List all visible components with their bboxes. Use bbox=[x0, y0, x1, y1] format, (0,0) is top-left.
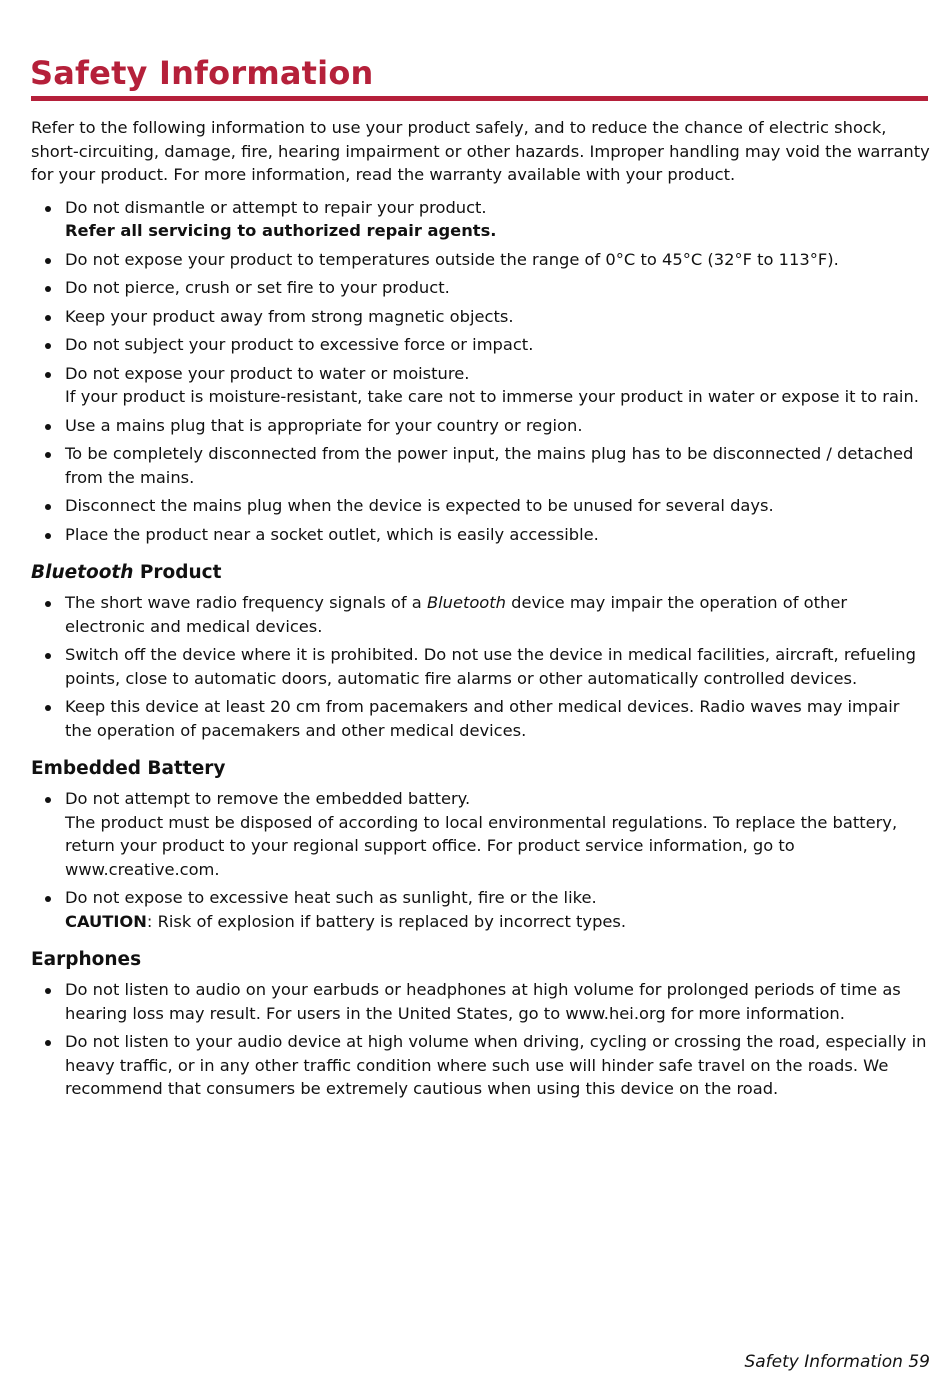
list-item bbox=[31, 333, 931, 357]
list-item-text: Do not listen to your audio device at high volume when driving, cycling or crossing the road, especially in heavy traffic, or in any other traffic condition where such use will hinder safe travel on the roads. We recommend that consumers be extremely cautious when using this device on the road. bbox=[65, 1032, 927, 1098]
heading-rest-part: Product bbox=[133, 562, 222, 583]
bullet-icon bbox=[45, 988, 51, 994]
page-title: Safety Information bbox=[30, 54, 374, 92]
list-item bbox=[31, 442, 931, 489]
list-item bbox=[31, 362, 931, 409]
list-item-subtext: The product must be disposed of according to local environmental regulations. To replace the battery, return your product to your regional support office. For product service information, go to www.creative.com. bbox=[65, 812, 898, 879]
list-item-text: Do not listen to audio on your earbuds or headphones at high volume for prolonged periods of time as hearing loss may result. For users in the United States, go to www.hei.org for more information. bbox=[65, 980, 901, 1023]
bullet-icon bbox=[45, 343, 51, 349]
battery-list bbox=[31, 787, 931, 933]
caution-note bbox=[65, 910, 931, 934]
bullet-icon bbox=[45, 372, 51, 378]
list-item-text: device may impair the operation of other electronic and medical devices. bbox=[65, 593, 848, 636]
title-underline bbox=[31, 96, 928, 101]
list-item-text: Do not pierce, crush or set fire to your product. bbox=[65, 278, 450, 297]
list-item-text: Do not expose to excessive heat such as sunlight, fire or the like. bbox=[65, 888, 597, 907]
bullet-icon bbox=[45, 286, 51, 292]
list-item bbox=[31, 978, 931, 1025]
list-item-text: Do not attempt to remove the embedded battery. bbox=[65, 789, 471, 808]
bullet-icon bbox=[45, 601, 51, 607]
section-heading-bluetooth bbox=[31, 562, 931, 583]
list-item-text: Switch off the device where it is prohibited. Do not use the device in medical facilities, aircraft, refueling points, close to automatic doors, automatic fire alarms or other automatically controlled devices. bbox=[65, 645, 916, 688]
section-heading-earphones: Earphones bbox=[31, 949, 142, 970]
list-item bbox=[31, 523, 931, 547]
heading-italic-part: Bluetooth bbox=[31, 562, 134, 583]
bullet-icon bbox=[45, 533, 51, 539]
list-item-text: Disconnect the mains plug when the device is expected to be unused for several days. bbox=[65, 496, 774, 515]
list-item bbox=[31, 695, 931, 742]
intro-paragraph: Refer to the following information to use your product safely, and to reduce the chance of electric shock, short-circuiting, damage, fire, hearing impairment or other hazards. Improper handling may void the warranty for your product. For more information, read the warranty available with your product. bbox=[31, 118, 930, 184]
list-item-text: Use a mains plug that is appropriate for your country or region. bbox=[65, 415, 583, 435]
list-item-text: The short wave radio frequency signals of a bbox=[65, 593, 427, 612]
bullet-icon bbox=[45, 315, 51, 321]
list-item bbox=[31, 414, 931, 438]
bullet-icon bbox=[45, 653, 51, 659]
bullet-icon bbox=[45, 705, 51, 711]
list-item bbox=[31, 1030, 931, 1101]
bullet-icon bbox=[45, 206, 51, 212]
bullet-icon bbox=[45, 258, 51, 264]
list-item bbox=[31, 591, 931, 638]
list-item bbox=[31, 643, 931, 690]
bluetooth-list bbox=[31, 591, 931, 742]
list-item-text: Do not expose your product to temperatures outside the range of 0°C to 45°C (32°F to 113°F). bbox=[65, 249, 839, 269]
list-item bbox=[31, 494, 931, 518]
list-item-bold-note: Refer all servicing to authorized repair agents. bbox=[65, 221, 497, 240]
list-item bbox=[31, 276, 931, 300]
list-item bbox=[31, 787, 931, 881]
list-item bbox=[31, 196, 931, 243]
list-item bbox=[31, 886, 931, 933]
list-item-text: Place the product near a socket outlet, which is easily accessible. bbox=[65, 524, 599, 544]
section-heading-battery: Embedded Battery bbox=[31, 758, 226, 779]
list-item-text: Keep your product away from strong magnetic objects. bbox=[65, 306, 514, 326]
caution-text: : Risk of explosion if battery is replaced by incorrect types. bbox=[146, 911, 627, 931]
bullet-icon bbox=[45, 896, 51, 902]
list-item-text: Do not dismantle or attempt to repair your product. bbox=[65, 197, 487, 217]
bullet-icon bbox=[45, 424, 51, 430]
bullet-icon bbox=[45, 797, 51, 803]
earphones-list bbox=[31, 978, 931, 1101]
list-item-text: Do not expose your product to water or moisture. bbox=[65, 363, 470, 383]
list-item-text: Do not subject your product to excessive force or impact. bbox=[65, 335, 534, 354]
list-item-text: Keep this device at least 20 cm from pacemakers and other medical devices. Radio waves may impair the operation of pacemakers and other medical devices. bbox=[65, 697, 900, 740]
list-item-subtext: If your product is moisture-resistant, take care not to immerse your product in water or expose it to rain. bbox=[65, 387, 919, 406]
bullet-icon bbox=[45, 504, 51, 510]
caution-label: CAUTION bbox=[65, 911, 147, 931]
list-item bbox=[31, 248, 931, 272]
list-item bbox=[31, 305, 931, 329]
page-footer: Safety Information 59 bbox=[744, 1352, 930, 1372]
general-safety-list bbox=[31, 196, 931, 547]
bullet-icon bbox=[45, 452, 51, 458]
bullet-icon bbox=[45, 1040, 51, 1046]
page-content bbox=[31, 116, 931, 1106]
list-item-italic: Bluetooth bbox=[426, 593, 506, 612]
list-item-text: To be completely disconnected from the power input, the mains plug has to be disconnected / detached from the mains. bbox=[65, 444, 914, 487]
